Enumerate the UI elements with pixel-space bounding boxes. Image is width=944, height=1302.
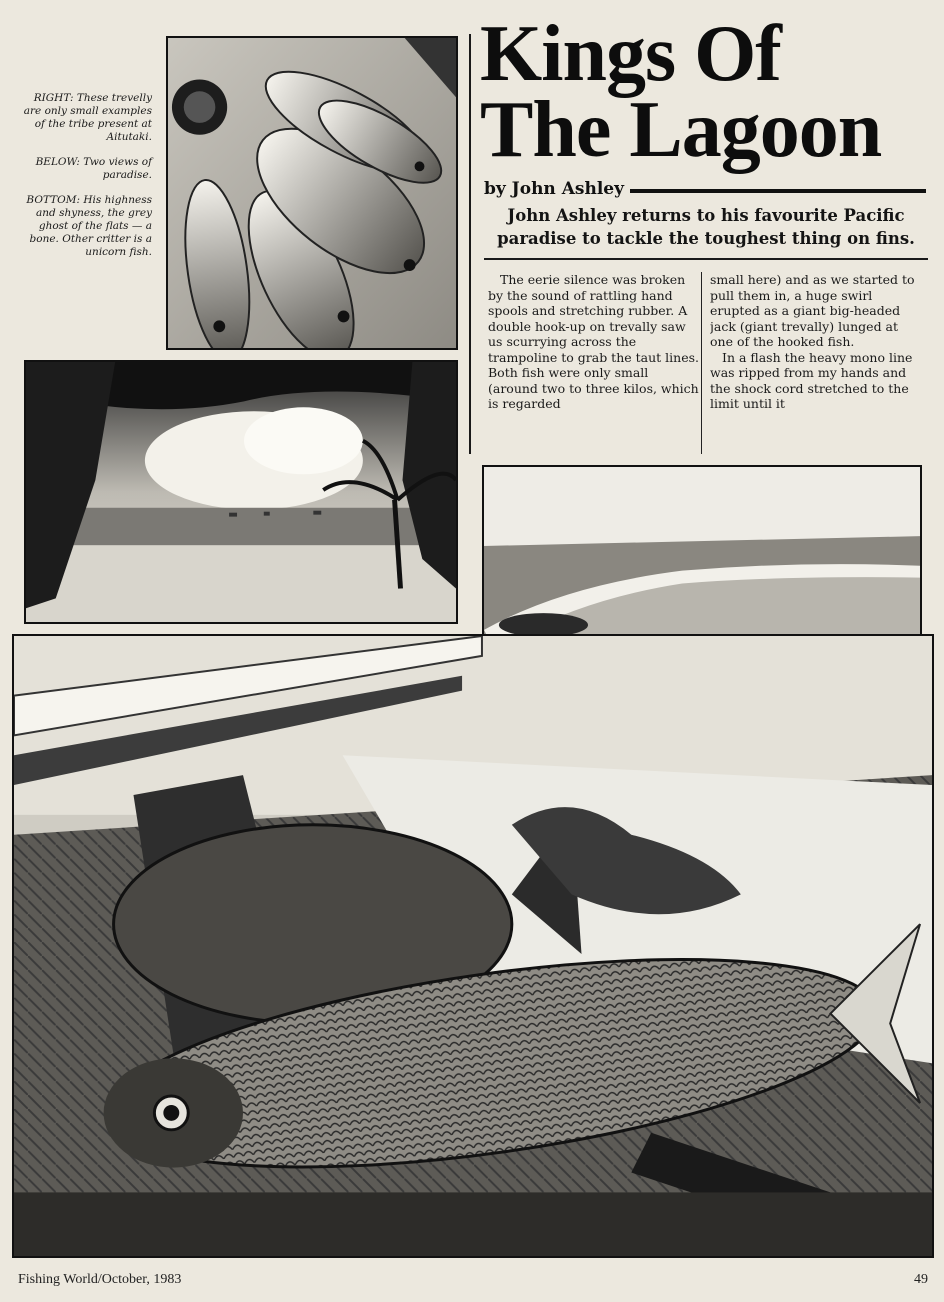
paragraph-2: small here) and as we started to pull them in, a huge swirl erupted as a giant big-headed jack (giant trevally) lunged at one of the hooked fish. [710,272,915,349]
caption-bottom: BOTTOM: His highness and shyness, the grey ghost of the flats — a bone. Other critter is a unicorn fish. [26,194,152,258]
photo-trevally [166,36,458,350]
byline-rule [630,189,926,193]
byline-text: by John Ashley [484,179,624,199]
column-divider [469,34,471,454]
caption-below: BELOW: Two views of paradise. [35,156,152,181]
photo-captions [22,92,152,271]
body-column-1 [488,272,700,454]
publication-line: Fishing World/October, 1983 [18,1272,182,1287]
standfirst-rule [484,258,928,260]
page-number: 49 [914,1272,928,1287]
photo-bonefish [12,634,934,1258]
caption-right: RIGHT: These trevelly are only small examples of the tribe present at Aitutaki. [23,92,152,143]
title-line-2: The Lagoon [480,86,882,174]
article-title [480,10,930,174]
standfirst: John Ashley returns to his favourite Pacific paradise to tackle the toughest thing on fins. [497,206,915,248]
paragraph-1: The eerie silence was broken by the sound of rattling hand spools and stretching rubber. A double hook-up on trevally saw us scurrying across the trampoline to grab the taut lines. Both fish were only small (around two to three kilos, which is regarded [488,272,699,411]
body-column-2 [710,272,922,454]
paragraph-3: In a flash the heavy mono line was ripped from my hands and the shock cord stretched to the limit until it [710,349,913,411]
page-footer [18,1272,928,1288]
body-column-divider [701,272,702,454]
title-line-1: Kings Of [480,10,781,98]
byline [484,176,926,202]
photo-beach [24,360,458,624]
